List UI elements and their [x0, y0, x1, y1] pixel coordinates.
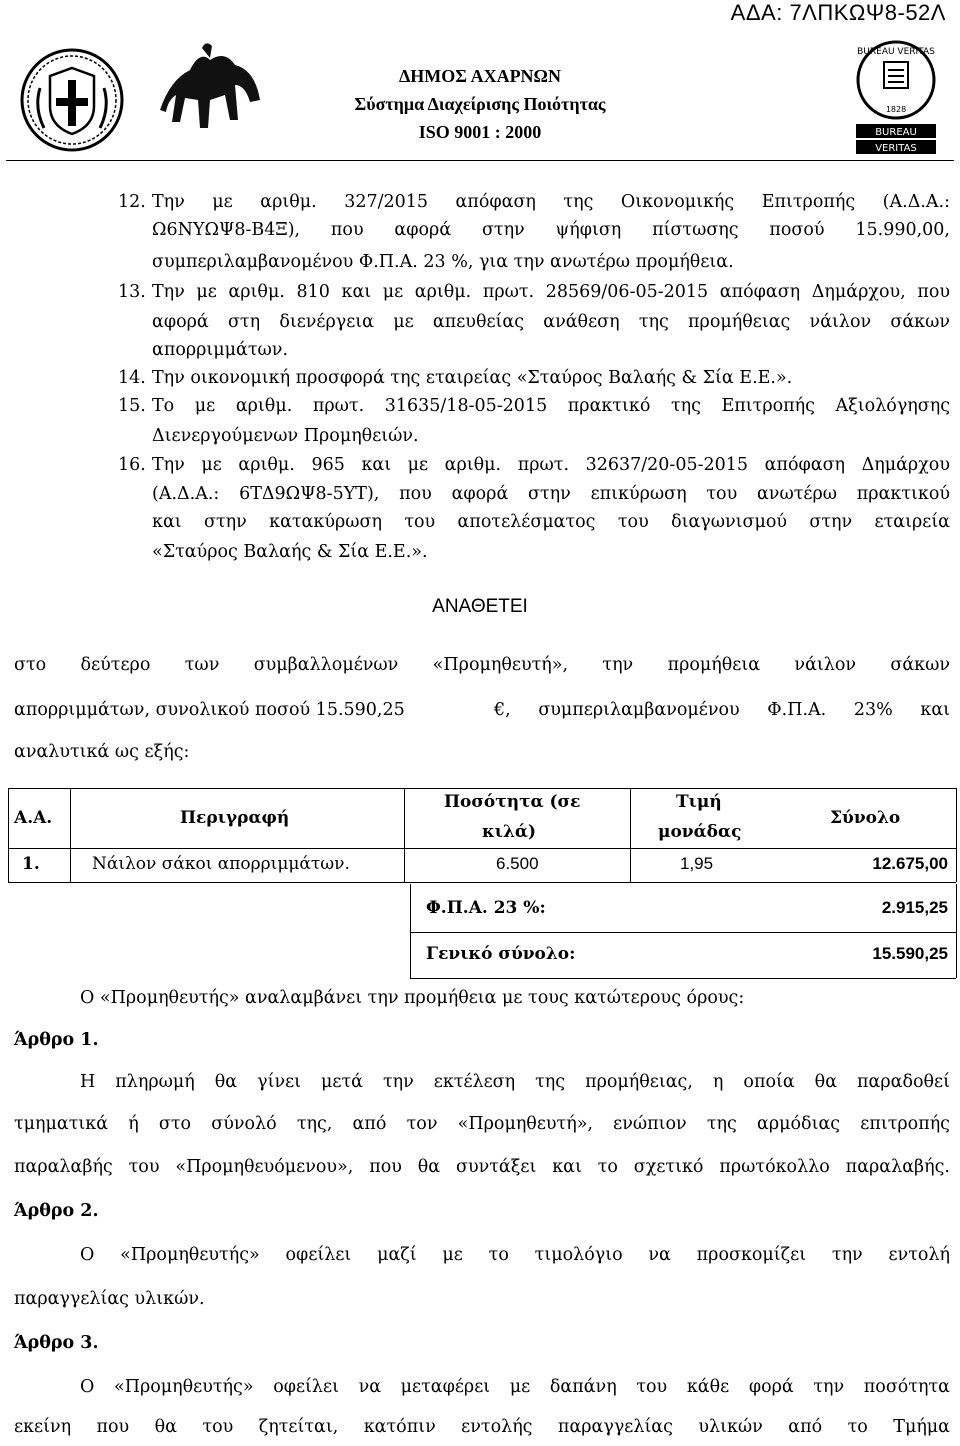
article-3-title: Άρθρο 3. [14, 1333, 99, 1353]
article-3-line: εκείνη που θα του ζητείται, κατόπιν εντολής παραγγελίας υλικών από το Τμήμα [14, 1417, 950, 1437]
items-table [8, 788, 956, 884]
quality-system-title: Σύστημα Διαχείρισης Ποιότητας [354, 94, 606, 114]
item-number: 14. [118, 368, 146, 388]
row-aa: 1. [22, 854, 40, 874]
col-header-quantity-unit: κιλά) [482, 822, 537, 842]
item-number: 15. [118, 396, 146, 416]
cert-top-text: BUREAU VERITAS [857, 47, 935, 57]
municipality-header [0, 62, 960, 146]
article-1-title: Άρθρο 1. [14, 1030, 99, 1050]
item-line: Το με αριθμ. πρωτ. 31635/18-05-2015 πρακτικό της Επιτροπής Αξιολόγησης [152, 396, 950, 416]
header-divider [6, 160, 954, 161]
article-2-title: Άρθρο 2. [14, 1201, 99, 1221]
assign-line-2b: €, συμπεριλαμβανομένου Φ.Π.Α. 23% και [494, 700, 950, 720]
item-number: 16. [118, 455, 146, 475]
vat-value: 2.915,25 [881, 898, 948, 917]
assign-line-2a: απορριμμάτων, συνολικού ποσού 15.590,25 [14, 700, 405, 720]
item-number: 13. [118, 282, 146, 302]
row-unit-price: 1,95 [680, 854, 714, 873]
item-line: απορριμμάτων. [152, 340, 289, 360]
col-header-aa: Α.Α. [14, 808, 53, 828]
row-description: Νάιλον σάκοι απορριμμάτων. [92, 854, 350, 874]
cert-veritas-text: VERITAS [875, 143, 917, 154]
article-3-line: Ο «Προμηθευτής» οφείλει να μεταφέρει με δαπάνη του κάθε φορά την ποσότητα [80, 1377, 950, 1397]
item-number: 12. [118, 192, 146, 212]
article-1-line: παραλαβής του «Προμηθευόμενου», που θα συντάξει και το σχετικό πρωτόκολλο παραλαβής. [14, 1157, 950, 1177]
item-line: Ω6ΝΥΩΨ8-Β4Ξ), που αφορά στην ψήφιση πίστωσης ποσού 15.990,00, [152, 220, 950, 240]
item-line: (Α.Δ.Α.: 6ΤΔ9ΩΨ8-5ΥΤ), που αφορά στην επικύρωση του ανωτέρω πρακτικού [152, 484, 950, 504]
article-1-line: τμηματικά ή στο σύνολό της, από τον «Προμηθευτή», ενώπιον της αρμόδιας επιτροπής [14, 1114, 950, 1134]
item-line: Την οικονομική προσφορά της εταιρείας «Σταύρος Βαλαής & Σία Ε.Ε.». [152, 368, 793, 388]
col-header-description: Περιγραφή [180, 808, 290, 828]
document-ada-code: ΑΔΑ: 7ΛΠΚΩΨ8-52Λ [730, 0, 946, 25]
item-line: «Σταύρος Βαλαής & Σία Ε.Ε.». [152, 542, 428, 562]
terms-intro: Ο «Προμηθευτής» αναλαμβάνει την προμήθεια με τους κατώτερους όρους: [80, 988, 745, 1008]
grand-total-value: 15.590,25 [872, 944, 948, 963]
assign-line-1: στο δεύτερο των συμβαλλομένων «Προμηθευτή», την προμήθεια νάιλον σάκων [14, 655, 950, 675]
col-header-unit-price-2: μονάδας [658, 822, 742, 842]
article-2-line: παραγγελίας υλικών. [14, 1289, 205, 1309]
municipality-name: ΔΗΜΟΣ ΑΧΑΡΝΩΝ [399, 66, 561, 86]
article-1-line: Η πληρωμή θα γίνει μετά την εκτέλεση της προμήθειας, η οποία θα παραδοθεί [80, 1072, 950, 1092]
col-header-total: Σύνολο [830, 808, 901, 828]
article-2-line: Ο «Προμηθευτής» οφείλει μαζί με το τιμολόγιο να προσκομίζει την εντολή [80, 1245, 950, 1265]
item-line: Την με αριθμ. 810 και με αριθμ. πρωτ. 28569/06-05-2015 απόφαση Δημάρχου, που [152, 282, 950, 302]
bureau-veritas-logo [848, 40, 944, 158]
cert-bureau-text: BUREAU [875, 127, 917, 138]
assign-line-3: αναλυτικά ως εξής: [14, 742, 190, 762]
item-line: συμπεριλαμβανομένου Φ.Π.Α. 23 %, για την ανωτέρω προμήθεια. [152, 252, 734, 272]
row-total: 12.675,00 [872, 854, 948, 873]
col-header-unit-price: Τιμή [676, 792, 722, 812]
row-quantity: 6.500 [496, 854, 539, 873]
decision-title: ΑΝΑΘΕΤΕΙ [432, 596, 528, 617]
col-header-quantity: Ποσότητα (σε [444, 792, 581, 812]
item-line: Διενεργούμενων Προμηθειών. [152, 426, 419, 446]
item-line: Την με αριθμ. 965 και με αριθμ. πρωτ. 32637/20-05-2015 απόφαση Δημάρχου [152, 455, 950, 475]
item-line: Την με αριθμ. 327/2015 απόφαση της Οικονομικής Επιτροπής (Α.Δ.Α.: [152, 192, 950, 212]
cert-year-text: 1828 [885, 105, 907, 114]
grand-total-label: Γενικό σύνολο: [426, 944, 576, 964]
vat-label: Φ.Π.Α. 23 %: [426, 898, 546, 918]
totals-box [410, 884, 956, 980]
item-line: και στην κατακύρωση του αποτελέσματος του διαγωνισμού στην εταιρεία [152, 512, 950, 532]
iso-standard: ISO 9001 : 2000 [418, 122, 542, 142]
item-line: αφορά στη διενέργεια με απευθείας ανάθεση της προμήθειας νάιλον σάκων [152, 312, 950, 332]
